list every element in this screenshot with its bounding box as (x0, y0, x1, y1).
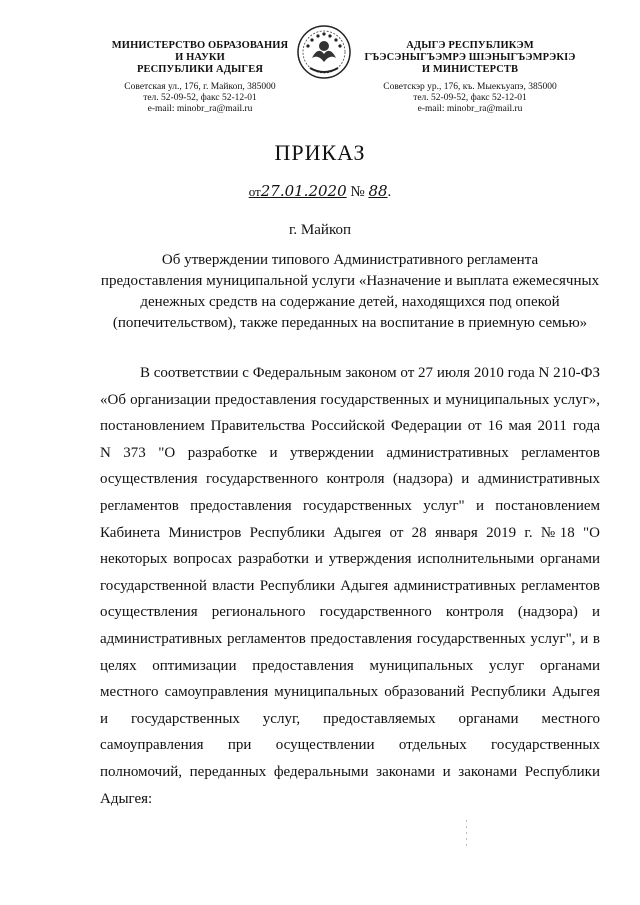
order-subject (100, 250, 600, 334)
scan-artifact (466, 820, 467, 850)
body-line: N 373 "О разработке и утверждении административных регламентов (100, 444, 600, 461)
coat-of-arms-icon (296, 24, 352, 80)
subject-line: денежных средств на содержание детей, находящихся под опекой (140, 294, 560, 310)
body-line: осуществления государственного контроля (надзора) и административных (100, 471, 600, 488)
body-line: целях оптимизации предоставления муниципальных услуг органами (100, 657, 600, 674)
ministry-header-russian (100, 40, 300, 115)
body-line: самоуправления при осуществлении отдельных государственных (100, 737, 600, 754)
body-line: В соответствии с Федеральным законом от 27 июля 2010 года N 210-ФЗ (140, 365, 600, 381)
body-line: «Об организации предоставления государственных и муниципальных услуг», (100, 391, 600, 408)
subject-line: Об утверждении типового Административного регламента (161, 252, 539, 268)
body-line: государственной власти Республики Адыгея административных регламентов (100, 577, 600, 594)
org-name-line: РЕСПУБЛИКИ АДЫГЕЯ (136, 64, 264, 75)
body-line: постановлением Правительства Российской Федерации от 16 мая 2011 года (100, 418, 600, 435)
order-date-number: от27.01.2020 № 88. (248, 182, 392, 200)
email-line: e-mail: minobr_ra@mail.ru (147, 104, 253, 114)
body-line: административных регламентов предоставления государственных услуг", и в (100, 630, 600, 647)
org-name-line: ГЪЭСЭНЫГЪЭМРЭ ШIЭНЫГЪЭМРЭКIЭ (364, 52, 576, 63)
address-line: Советская ул., 176, г. Майкоп, 385000 (124, 82, 276, 92)
org-name-line: МИНИСТЕРСТВО ОБРАЗОВАНИЯ (111, 40, 289, 51)
org-name-line: И НАУКИ (175, 52, 225, 63)
document-title: ПРИКАЗ (274, 140, 366, 165)
order-number: 88 (368, 182, 388, 200)
body-line: полномочий, переданных федеральными законами и законами Республики (100, 763, 600, 780)
address-line: Советскэр ур., 176, къ. Мыекъуапэ, 385000 (383, 82, 557, 92)
ministry-header-adyghe (355, 40, 585, 115)
order-number-sign: № (350, 184, 365, 200)
order-date: 27.01.2020 (260, 182, 347, 200)
org-name-line: И МИНИСТЕРСТВ (421, 64, 519, 75)
order-date-prefix: от (248, 184, 261, 199)
body-line: Адыгея: (100, 790, 153, 807)
city: г. Майкоп (288, 222, 352, 238)
org-address-ru (100, 82, 300, 115)
preamble-paragraph (100, 360, 600, 812)
org-address-ady (355, 82, 585, 115)
subject-line: предоставления муниципальной услуги «Назначение и выплата ежемесячных (100, 273, 600, 289)
body-line: некоторых вопросах разработки и утверждения исполнительными органами (100, 551, 600, 568)
phone-line: тел. 52-09-52, факс 52-12-01 (413, 93, 527, 103)
body-line: регламентов предоставления государственных услуг" и постановлением (100, 497, 600, 514)
subject-line: (попечительством), также переданных на воспитание в приемную семью» (112, 315, 588, 331)
body-line: осуществления регионального государственного контроля (надзора) и (100, 604, 600, 621)
org-name-ru (100, 40, 300, 76)
org-name-line: АДЫГЭ РЕСПУБЛИКЭМ (406, 40, 534, 51)
body-line: Кабинета Министров Республики Адыгея от 28 января 2019 г. №18 "О (100, 524, 600, 541)
email-line: e-mail: minobr_ra@mail.ru (417, 104, 523, 114)
org-name-ady (355, 40, 585, 76)
phone-line: тел. 52-09-52, факс 52-12-01 (143, 93, 257, 103)
body-line: и государственных услуг, предоставляемых органами местного (100, 710, 600, 727)
body-line: местного самоуправления муниципальных образований Республики Адыгея (100, 684, 600, 701)
